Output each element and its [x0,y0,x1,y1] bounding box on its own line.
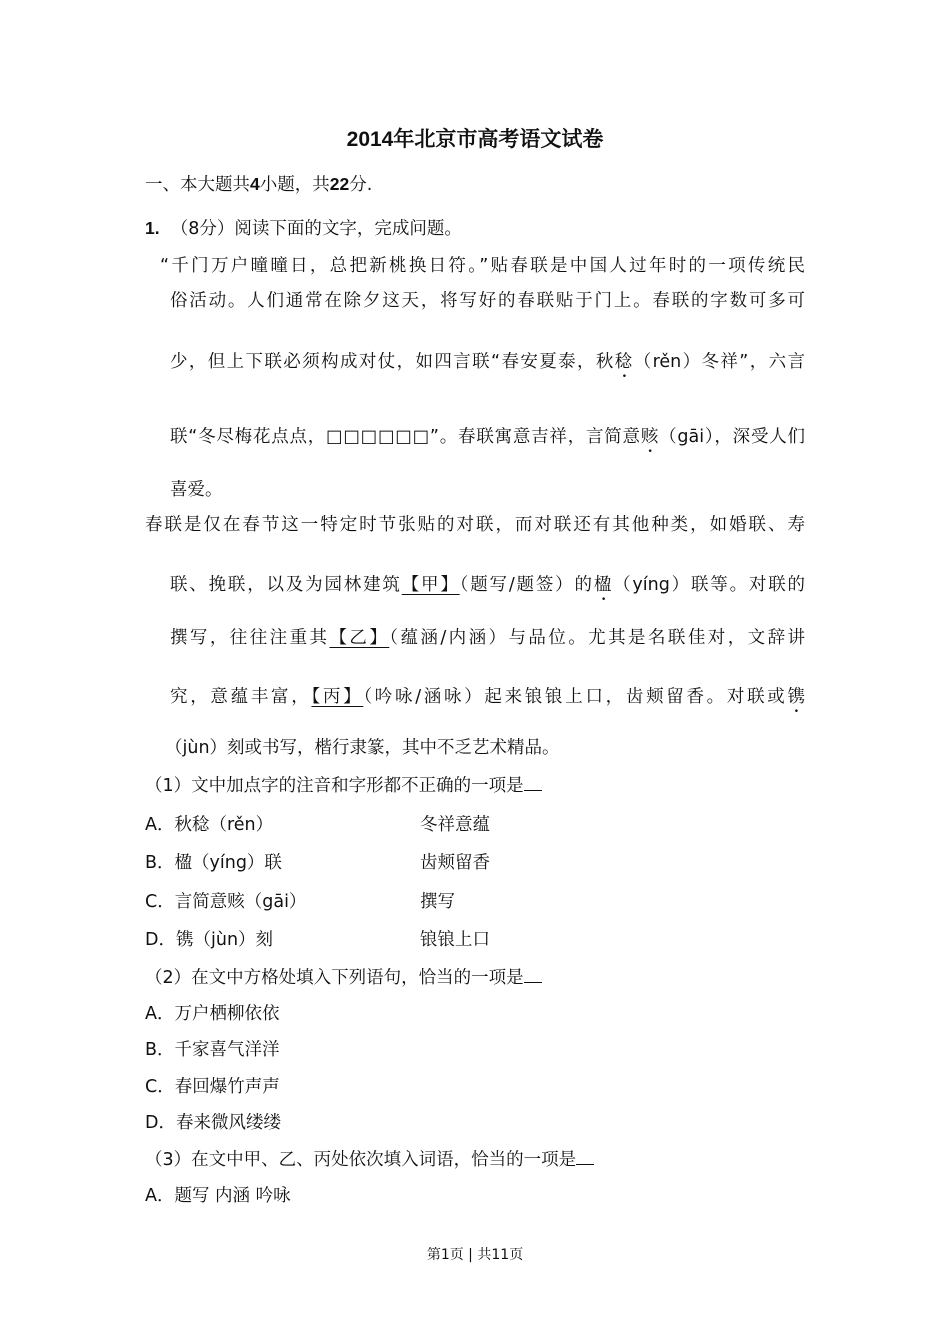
total-score: 22 [329,174,350,194]
dotted-char: 楹 [593,575,614,595]
text: （gāi），深受人们 [659,427,805,447]
option-text: 春回爆竹声声 [174,1077,280,1097]
text: 撰写，往往注重其 [170,628,330,648]
blank-yi: 【乙】 [329,628,390,648]
dotted-char: 稔 [614,352,634,372]
text: 少，但上下联必须构成对仗，如四言联“春安夏泰，秋 [170,352,615,372]
answer-blank [524,774,542,791]
text: （yíng）联等。对联的 [613,575,806,595]
page-number: 1 [440,1247,450,1263]
question-prompt: （8分）阅读下面的文字，完成问题。 [170,219,462,239]
option-text: 镌（jùn）刻 [175,930,274,950]
question-1 [145,216,462,241]
passage-line [170,425,805,457]
option-b [145,851,645,875]
option-letter: B． [145,1040,175,1060]
option-a [145,813,645,837]
option-text: 千家喜气洋洋 [174,1040,280,1060]
text: （吟咏/涵咏）起来锒锒上口，齿颊留香。对联或 [363,687,788,707]
option-text: 万户栖柳依依 [174,1004,280,1024]
page-footer [0,1243,950,1267]
option-letter: A． [145,1186,175,1206]
option-text: 锒锒上口 [420,930,490,950]
passage-line [170,573,805,605]
option-c [145,890,645,914]
option-letter: C． [145,1077,175,1097]
text: （rěn）冬祥”，六言 [633,352,805,372]
option-text: 冬祥意蕴 [420,815,490,835]
section-text: 小题，共 [259,175,330,195]
question-prompt: （2）在文中方格处填入下列语句，恰当的一项是 [145,968,524,988]
text: 究，意蕴丰富， [170,687,312,707]
option-letter: A． [145,815,175,835]
option-text: 齿颊留香 [420,853,490,873]
passage-line: （jùn）刻或书写，楷行隶篆，其中不乏艺术精品。 [165,738,560,758]
option-a [145,1184,291,1208]
option-a [145,1002,279,1026]
question-count: 4 [250,174,260,194]
dotted-char: 赅 [640,427,660,447]
option-b [145,1038,280,1062]
section-text: 一、本大题共 [145,175,250,195]
passage-line [170,626,805,650]
question-number: 1. [145,218,160,238]
section-text: 分. [349,175,373,195]
option-d [145,928,645,952]
footer-text: 页 | 共 [449,1247,492,1263]
section-header [145,172,372,197]
option-text: 撰写 [420,892,455,912]
option-text: 题写 内涵 吟咏 [174,1186,291,1206]
question-prompt: （1）文中加点字的注音和字形都不正确的一项是 [145,776,524,796]
passage-line: “千门万户曈曈日，总把新桃换日符。”贴春联是中国人过年时的一项传统民 [160,256,805,276]
option-d [145,1111,281,1135]
page-title: 2014年北京市高考语文试卷 [346,128,604,151]
footer-text: 页 [509,1247,524,1263]
passage-line: 春联是仅在春节这一特定时节张贴的对联，而对联还有其他种类，如婚联、寿 [145,515,805,535]
option-c [145,1075,280,1099]
option-text: 楹（yíng）联 [174,853,282,873]
total-pages: 11 [491,1247,510,1263]
option-letter: D． [145,930,176,950]
option-text: 春来微风缕缕 [175,1113,281,1133]
option-letter: B． [145,853,175,873]
text: 联、挽联，以及为园林建筑 [170,575,402,595]
sub-question-3 [145,1148,594,1172]
sub-question-1 [145,774,542,798]
blank-jia: 【甲】 [401,575,460,595]
option-text: 秋稔（rěn） [174,815,274,835]
text: 联“冬尽梅花点点，□□□□□□”。春联寓意吉祥，言简意 [170,427,641,447]
dotted-char: 镌 [787,687,806,707]
option-letter: A． [145,1004,175,1024]
footer-text: 第 [426,1247,441,1263]
sub-question-2 [145,966,542,990]
answer-blank [576,1148,594,1165]
option-letter: C． [145,892,175,912]
text: （蕴涵/内涵）与品位。尤其是名联佳对，文辞讲 [389,628,806,648]
blank-bing: 【丙】 [311,687,364,707]
text: （题写/题签）的 [459,575,594,595]
passage-line [170,685,805,717]
option-letter: D． [145,1113,176,1133]
passage-line: 俗活动。人们通常在除夕这天，将写好的春联贴于门上。春联的字数可多可 [170,291,805,311]
option-text: 言简意赅（gāi） [174,892,307,912]
answer-blank [524,966,542,983]
passage-line: 喜爱。 [170,480,223,500]
passage-line [170,350,805,382]
question-prompt: （3）在文中甲、乙、丙处依次填入词语，恰当的一项是 [145,1150,577,1170]
